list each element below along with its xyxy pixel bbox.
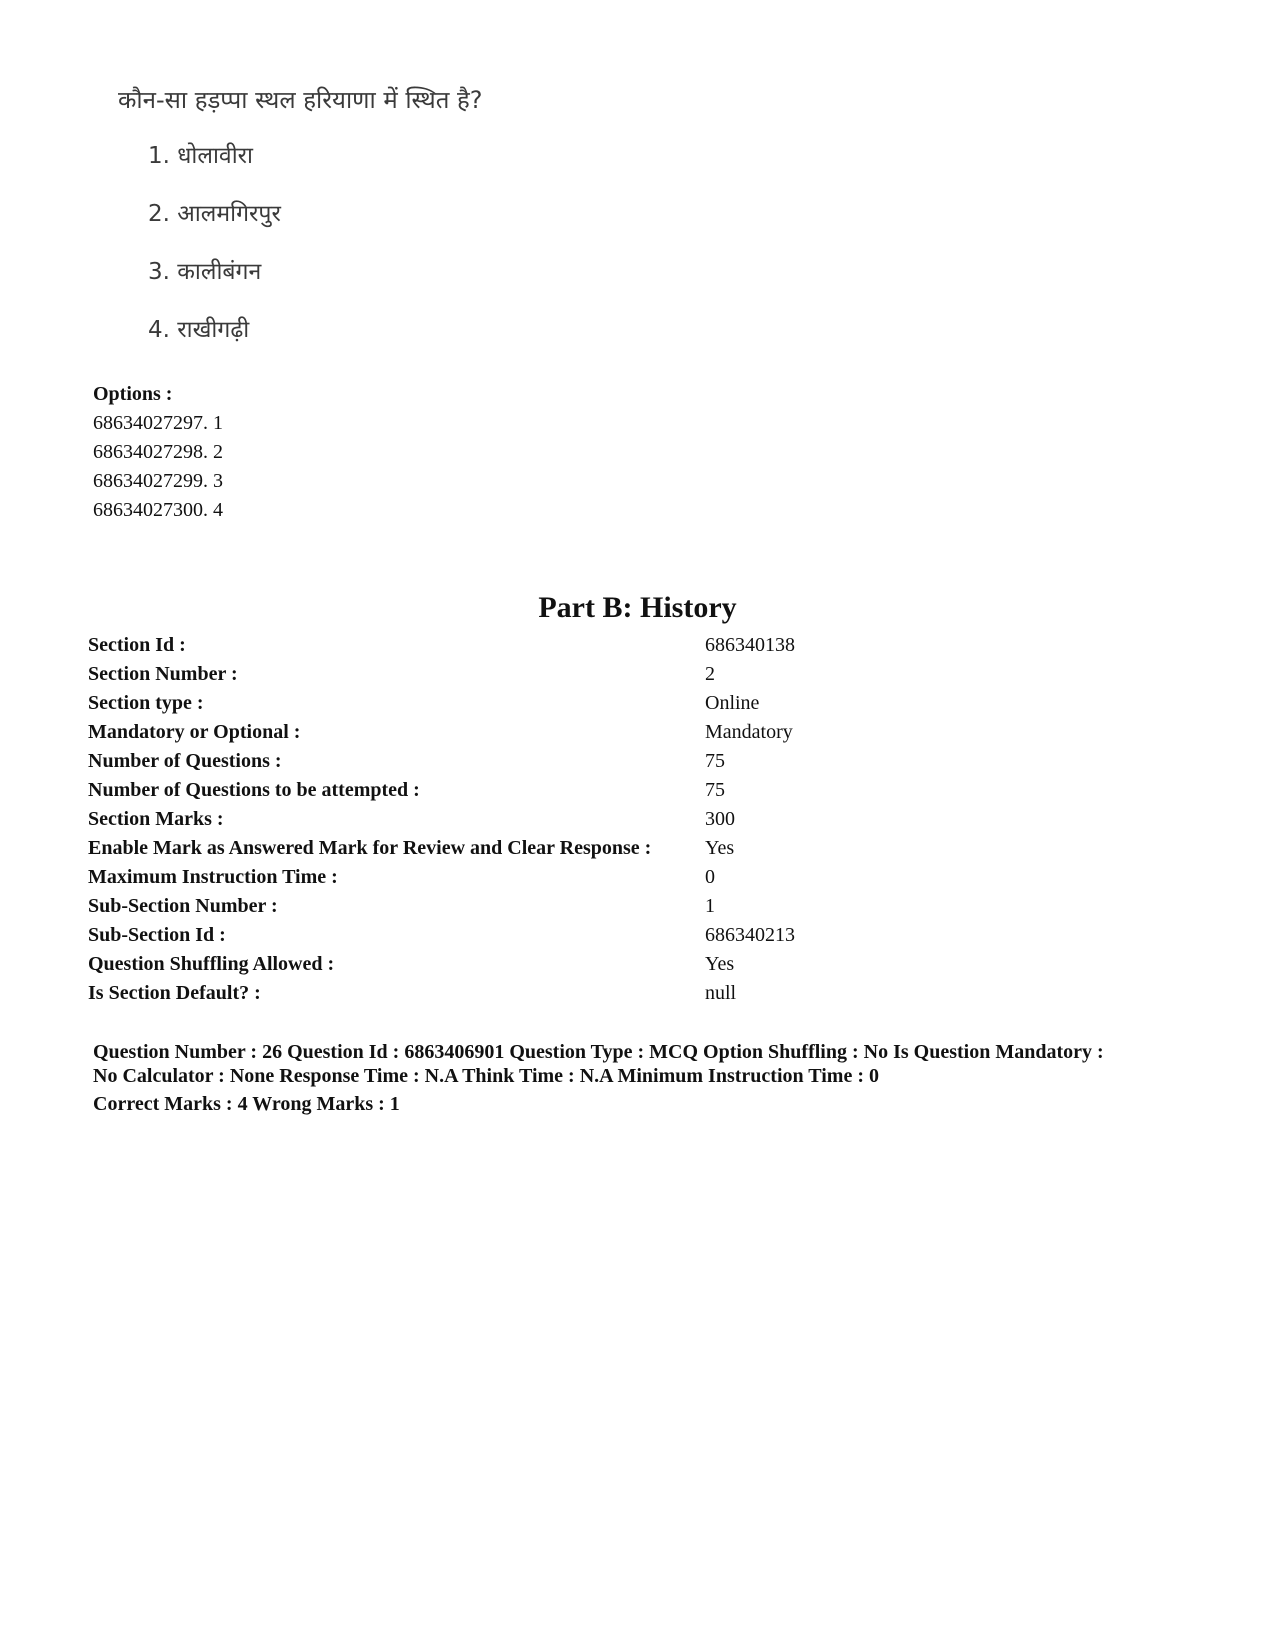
- question-choice: 1. धोलावीरा: [148, 143, 254, 169]
- section-key: Is Section Default? :: [88, 982, 261, 1004]
- section-key: Section Marks :: [88, 808, 224, 830]
- option-item: 68634027298. 2: [93, 441, 223, 463]
- next-question-meta: [93, 1040, 1203, 1116]
- section-key: Section Number :: [88, 663, 238, 685]
- question-choice: 4. राखीगढ़ी: [148, 317, 250, 343]
- section-details-table: [88, 631, 1188, 1008]
- section-key: Maximum Instruction Time :: [88, 866, 338, 888]
- section-row: [88, 689, 1188, 718]
- option-item: 68634027299. 3: [93, 470, 223, 492]
- option-item: 68634027297. 1: [93, 412, 223, 434]
- section-key: Question Shuffling Allowed :: [88, 953, 335, 975]
- section-value: 686340138: [705, 634, 795, 656]
- section-key: Sub-Section Number :: [88, 895, 278, 917]
- section-value: Yes: [705, 837, 735, 859]
- section-value: 1: [705, 895, 715, 917]
- section-value: 75: [705, 779, 725, 801]
- section-key: Number of Questions to be attempted :: [88, 779, 420, 801]
- section-value: null: [705, 982, 737, 1004]
- section-row: [88, 892, 1188, 921]
- section-key: Section Id :: [88, 634, 186, 656]
- section-row: [88, 863, 1188, 892]
- section-row: [88, 776, 1188, 805]
- section-key: Number of Questions :: [88, 750, 282, 772]
- question-meta-line: Question Number : 26 Question Id : 6863406901 Question Type : MCQ Option Shuffling : No Is Question Mandatory :: [93, 1041, 1104, 1063]
- section-value: 75: [705, 750, 725, 772]
- section-row: [88, 747, 1188, 776]
- section-row: [88, 979, 1188, 1008]
- section-value: Online: [705, 692, 760, 714]
- section-row: [88, 631, 1188, 660]
- question-meta-line: No Calculator : None Response Time : N.A Think Time : N.A Minimum Instruction Time : 0: [93, 1065, 879, 1087]
- question-choices: [148, 140, 281, 372]
- section-row: [88, 718, 1188, 747]
- section-value: 300: [705, 808, 735, 830]
- question-marks: Correct Marks : 4 Wrong Marks : 1: [93, 1093, 400, 1115]
- section-row: [88, 805, 1188, 834]
- section-key: Mandatory or Optional :: [88, 721, 301, 743]
- section-value: 0: [705, 866, 715, 888]
- section-key: Enable Mark as Answered Mark for Review and Clear Response :: [88, 837, 652, 859]
- option-item: 68634027300. 4: [93, 499, 223, 521]
- section-value: 2: [705, 663, 715, 685]
- section-key: Sub-Section Id :: [88, 924, 226, 946]
- section-value: Mandatory: [705, 721, 793, 743]
- section-row: [88, 660, 1188, 689]
- section-row: [88, 950, 1188, 979]
- question-choice: 2. आलमगिरपुर: [148, 201, 281, 227]
- section-key: Section type :: [88, 692, 204, 714]
- section-row: [88, 834, 1188, 863]
- options-label: Options :: [93, 383, 173, 405]
- part-title: Part B: History: [538, 591, 737, 624]
- question-choice: 3. कालीबंगन: [148, 259, 262, 285]
- section-value: Yes: [705, 953, 735, 975]
- section-row: [88, 921, 1188, 950]
- question-text: कौन-सा हड़प्पा स्थल हरियाणा में स्थित है?: [118, 86, 483, 114]
- options-block: [93, 380, 223, 525]
- section-value: 686340213: [705, 924, 795, 946]
